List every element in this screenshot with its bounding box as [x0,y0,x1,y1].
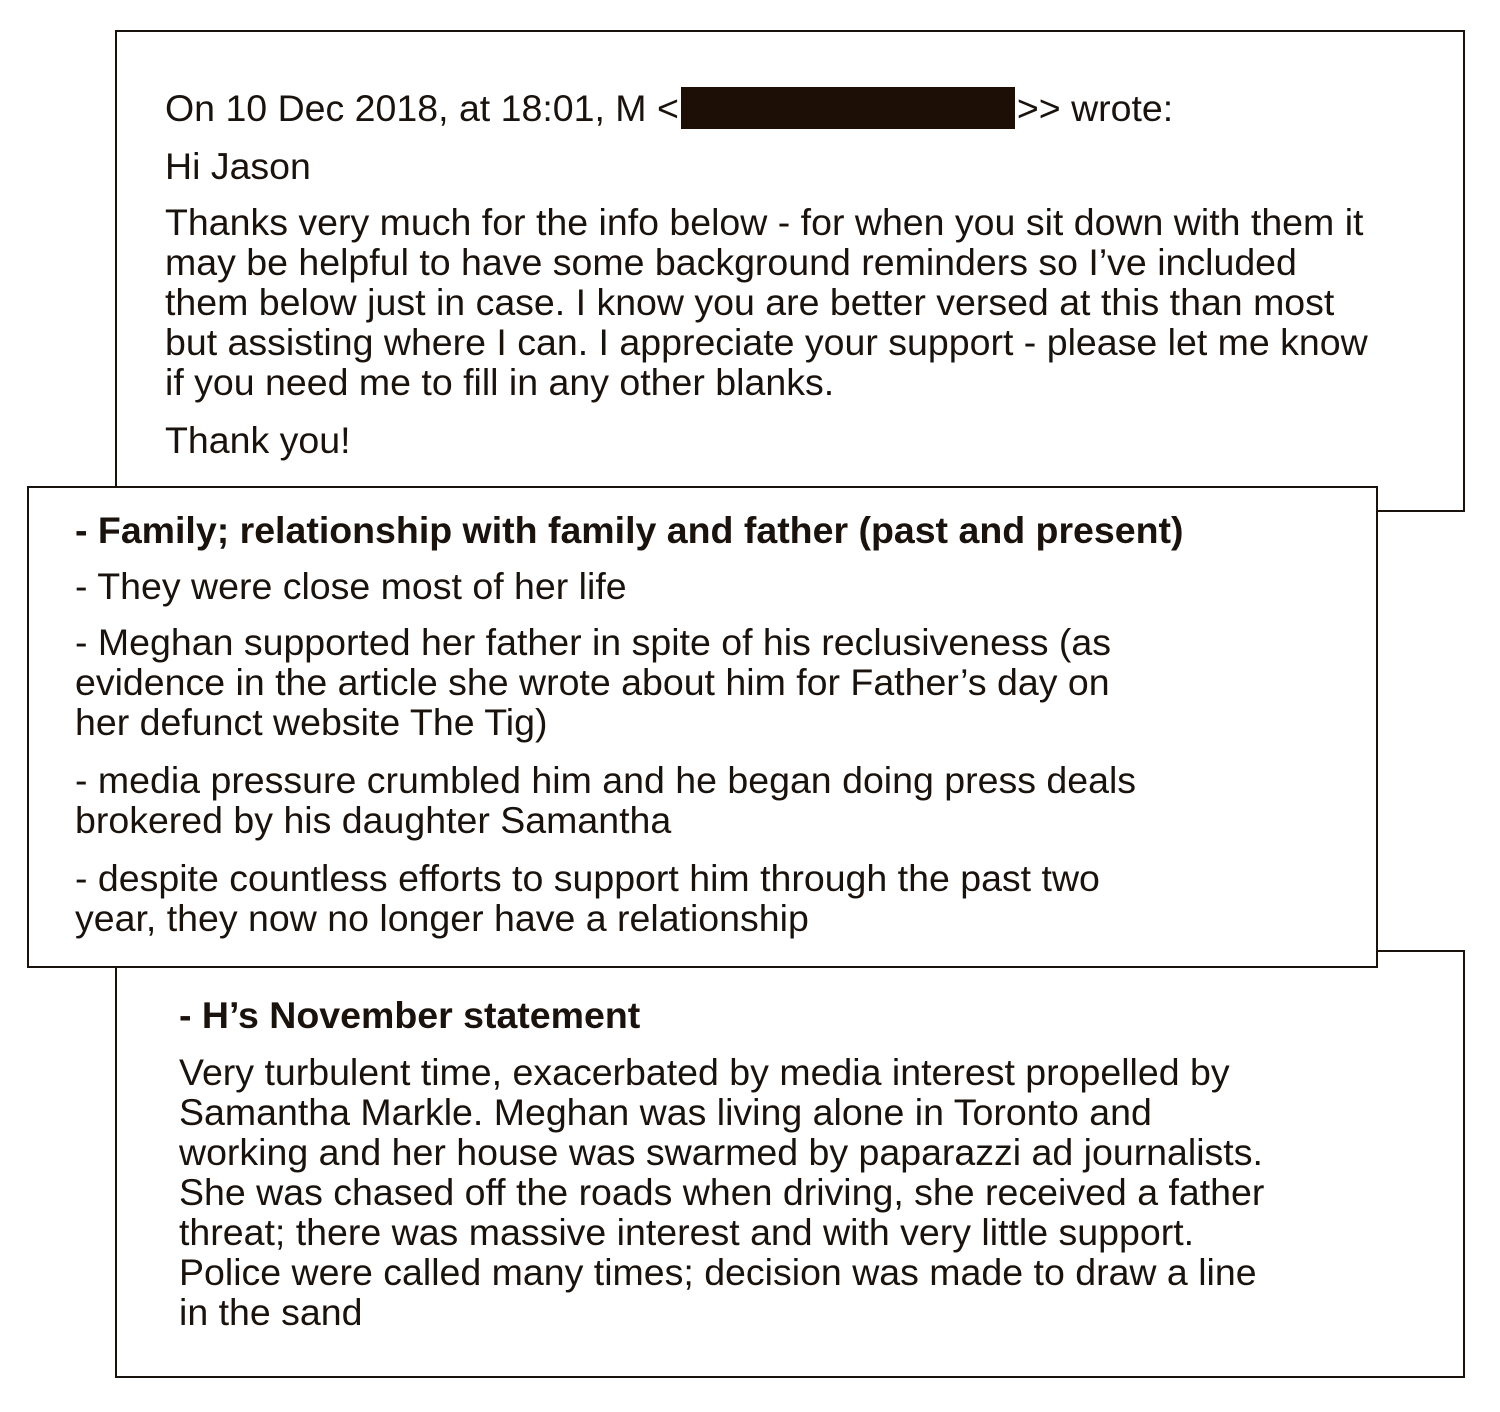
family-point-1: - They were close most of her life [75,565,627,607]
email-header-prefix: On 10 Dec 2018, at 18:01, M < [165,87,679,129]
email-greeting: Hi Jason [165,145,311,187]
family-point-2: - Meghan supported her father in spite of his reclusiveness (as evidence in the article she wrote about him for Father’s day on her defunct website The Tig) [75,621,1111,743]
statement-body: Very turbulent time, exacerbated by media interest propelled by Samantha Markle. Meghan was living alone in Toronto and working and her house was swarmed by paparazzi ad journalists. She was chased off the roads when driving, she received a father threat; there was massive interest and with very little support. Police were called many times; decision was made to draw a line in the sand [179,1051,1265,1333]
redacted-email-address [681,87,1015,129]
email-signoff: Thank you! [165,419,351,461]
email-header-suffix: >> wrote: [1016,87,1174,129]
statement-panel [115,950,1465,1378]
family-heading: - Family; relationship with family and father (past and present) [75,509,1184,551]
family-point-3: - media pressure crumbled him and he began doing press deals brokered by his daughter Samantha [75,759,1137,841]
statement-heading: - H’s November statement [179,994,641,1036]
family-point-4: - despite countless efforts to support him through the past two year, they now no longer have a relationship [75,857,1100,939]
email-header [165,87,1173,129]
email-body: Thanks very much for the info below - for when you sit down with them it may be helpful to have some background reminders so I’ve included them below just in case. I know you are better versed at this than most but assisting where I can. I appreciate your support - please let me know if you need me to fill in any other blanks. [165,201,1368,403]
family-notes-panel [27,486,1378,968]
email-panel [115,30,1465,512]
